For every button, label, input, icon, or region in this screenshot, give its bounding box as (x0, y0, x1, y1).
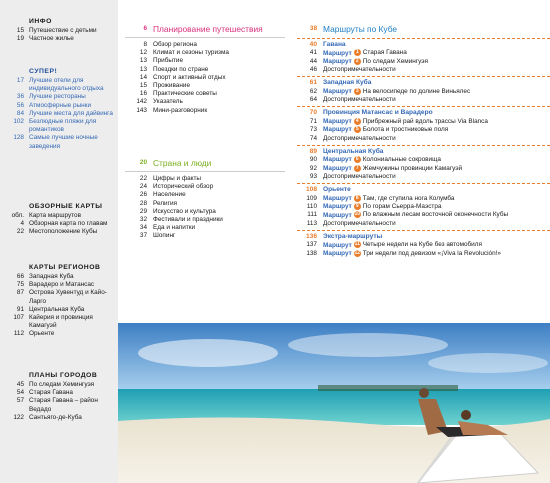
divider (297, 230, 550, 231)
list-item[interactable]: обл. Карта маршрутов (11, 212, 81, 219)
list-item[interactable]: 107 Кайерия и провинция Камагуэй (13, 314, 93, 330)
planning-title[interactable]: 6 Планирование путешествия (143, 24, 263, 34)
list-item[interactable]: 15 Проживание (139, 82, 191, 90)
region-maps-section (0, 264, 118, 339)
list-item[interactable]: 113 Достопримечательности (306, 219, 396, 227)
list-item[interactable]: 36 Лучшие рестораны (16, 93, 86, 101)
list-item[interactable]: 75 Варадеро и Матансас (16, 281, 95, 289)
route-number-icon: 7 (354, 165, 361, 172)
route-number-icon: 4 (354, 118, 361, 125)
region-central[interactable]: 89 Центральная Куба (309, 147, 384, 155)
route-number-icon: 8 (354, 195, 361, 202)
route-number-icon: 3 (354, 88, 361, 95)
route-number-icon: 2 (354, 58, 361, 65)
routes-title[interactable]: 38 Маршруты по Кубе (309, 24, 398, 34)
route-item[interactable]: 110 Маршрут 9 По горам Сьерра-Маэстра (306, 202, 442, 211)
divider (297, 145, 550, 146)
country-section (125, 158, 285, 241)
list-item[interactable]: 45 По следам Хемингуэя (16, 381, 95, 388)
list-item[interactable]: 91 Центральная Куба (16, 305, 85, 313)
list-item[interactable]: 102 Безлюдные пляжи для романтиков (13, 118, 97, 134)
region-maps-header: КАРТЫ РЕГИОНОВ (29, 264, 101, 271)
list-item[interactable]: 74 Достопримечательности (309, 134, 396, 142)
route-item[interactable]: 62 Маршрут 3 На велосипеде по долине Виньялес (309, 87, 471, 95)
list-item[interactable]: 17 Лучшие отели для индивидуального отдыха (16, 77, 104, 93)
route-number-icon: 5 (354, 126, 361, 133)
divider (125, 37, 285, 38)
route-item[interactable]: 71 Маршрут 4 Прибрежный рай вдоль трассы Via Blanca (309, 117, 488, 125)
list-item[interactable]: 122 Сантьяго-де-Куба (13, 413, 82, 421)
route-number-icon: 12 (354, 249, 361, 256)
routes-section (295, 24, 550, 258)
divider (125, 171, 285, 172)
route-item[interactable]: 41 Маршрут 1 Старая Гавана (309, 49, 407, 57)
list-item[interactable]: 14 Спорт и активный отдых (139, 73, 226, 81)
list-item[interactable]: 29 Искусство и культура (139, 207, 216, 215)
sidebar-index (0, 0, 118, 483)
route-item[interactable]: 137 Маршрут 11 Четыре недели на Кубе без автомобиля (306, 241, 482, 249)
route-number-icon: 1 (354, 49, 361, 56)
route-item[interactable]: 73 Маршрут 5 Болота и тростниковые поля (309, 126, 449, 134)
list-item[interactable]: 57 Старая Гавана – район Ведадо (16, 397, 98, 413)
overview-maps-section (0, 203, 118, 237)
list-item[interactable]: 26 Население (139, 191, 186, 199)
city-maps-section (0, 372, 118, 422)
list-item[interactable]: 8 Обзор региона (143, 41, 197, 48)
route-item[interactable]: 109 Маршрут 8 Там, где ступила нога Колумба (306, 194, 455, 202)
list-item[interactable]: 93 Достопримечательности (309, 172, 396, 180)
country-title[interactable]: 20 Страна и люди (139, 158, 212, 168)
list-item[interactable]: 56 Атмосферные рынки (16, 101, 92, 109)
list-item[interactable]: 84 Лучшие места для дайвинга (16, 109, 113, 117)
divider (297, 106, 550, 107)
region-havana[interactable]: 40 Гавана (309, 41, 346, 48)
list-item[interactable]: 64 Достопримечательности (309, 96, 396, 104)
beach-photo (118, 323, 550, 483)
route-number-icon: 6 (354, 156, 361, 163)
list-item[interactable]: 13 Прибытие (139, 57, 184, 65)
super-header: СУПЕР! (29, 68, 58, 75)
divider (297, 183, 550, 184)
super-section (0, 68, 118, 151)
route-item[interactable]: 138 Маршрут 12 Три недели под девизом «¡Viva la Revolución!» (306, 249, 501, 257)
list-item[interactable]: 142 Указатель (136, 98, 183, 106)
route-item[interactable]: 111 Маршрут 10 По влажным лесам восточной оконечности Кубы (307, 211, 509, 219)
route-number-icon: 10 (354, 211, 361, 218)
divider (297, 76, 550, 77)
route-item[interactable]: 90 Маршрут 6 Колониальные сокровища (309, 156, 441, 164)
list-item[interactable]: 112 Орьенте (13, 330, 55, 338)
list-item[interactable]: 46 Достопримечательности (309, 66, 396, 74)
list-item[interactable]: 34 Еда и напитки (139, 224, 196, 232)
beach-photo-icon (118, 323, 550, 483)
list-item[interactable]: 15 Путешествие с детьми (16, 27, 97, 34)
route-number-icon: 9 (354, 203, 361, 210)
divider (297, 38, 550, 39)
route-item[interactable]: 44 Маршрут 2 По следам Хемингуэя (309, 57, 428, 65)
list-item[interactable]: 16 Практические советы (139, 90, 217, 98)
list-item[interactable]: 128 Самые лучшие ночные заведения (13, 134, 98, 150)
list-item[interactable]: 66 Западная Куба (16, 273, 74, 280)
list-item[interactable]: 54 Старая Гавана (16, 389, 73, 397)
region-west[interactable]: 61 Западная Куба (309, 79, 372, 87)
list-item[interactable]: 37 Шопинг (139, 232, 176, 240)
info-header: ИНФО (29, 18, 52, 25)
info-section (0, 18, 118, 43)
route-number-icon: 11 (354, 241, 360, 248)
region-oriente[interactable]: 108 Орьенте (305, 186, 351, 194)
list-item[interactable]: 19 Частное жилье (16, 35, 74, 43)
list-item[interactable]: 87 Острова Хувентуд и Кайо-Ларго (16, 289, 107, 305)
list-item[interactable]: 12 Климат и сезоны туризма (139, 49, 229, 57)
list-item[interactable]: 22 Цифры и факты (139, 175, 202, 182)
list-item[interactable]: 24 Исторический обзор (139, 183, 214, 191)
planning-section (125, 24, 285, 115)
region-extra[interactable]: 136 Экстра-маршруты (305, 232, 383, 240)
city-maps-header: ПЛАНЫ ГОРОДОВ (29, 372, 98, 379)
list-item[interactable]: 143 Мини-разговорник (136, 106, 208, 114)
route-item[interactable]: 92 Маршрут 7 Жемчужины провинции Камагуэй (309, 164, 463, 172)
list-item[interactable]: 32 Фестивали и праздники (139, 216, 223, 224)
region-matanzas[interactable]: 70 Провинция Матансас и Варадеро (309, 109, 433, 117)
list-item[interactable]: 13 Поездки по стране (139, 65, 209, 73)
list-item[interactable]: 22 Местоположение Кубы (16, 228, 98, 236)
list-item[interactable]: 28 Религия (139, 199, 177, 207)
overview-maps-header: ОБЗОРНЫЕ КАРТЫ (29, 203, 103, 210)
list-item[interactable]: 4 Обзорная карта по главам (20, 220, 108, 228)
